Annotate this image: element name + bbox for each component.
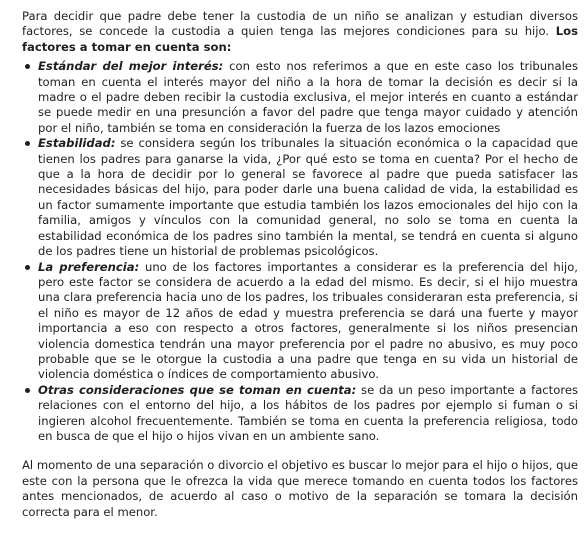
factor-best-interest bbox=[38, 59, 578, 136]
factor-description: se da un peso importante a factores relaciones con el entorno del hijo, a los hábitos de los padres por ejemplo si fuman o si ingieren alcohol frecuentemente. También se toma en cuenta la preferencia religiosa, todo en busca de que el hijo o hijos vivan en un ambiente sano. bbox=[38, 382, 579, 443]
factor-other-considerations bbox=[38, 383, 578, 445]
factor-description: con esto nos referimos a que en este caso los tribunales toman en cuenta el interés mayor del niño a la hora de tomar la decisión es decir si la madre o el padre deben recibir la custodia exclusiva, el mejor interés en cuanto a estándar se puede medir en una presunción a favor del padre que tenga mayor cuidado y atención por el niño, también se toma en consideración la fuerza de los lazos emociones bbox=[38, 59, 578, 135]
factor-term: Otras consideraciones que se toman en cuenta: bbox=[38, 382, 357, 397]
factor-stability bbox=[38, 136, 578, 259]
factors-list bbox=[22, 59, 578, 444]
factor-term: Estabilidad: bbox=[38, 136, 116, 151]
intro-text: Para decidir que padre debe tener la custodia de un niño se analizan y estudian diversos factores, se concede la custodia a quien tenga las mejores condiciones para su hijo. bbox=[22, 9, 578, 39]
factor-description: se considera según los tribunales la situación económica o la capacidad que tienen los padres para ganarse la vida, ¿Por qué esto se toma en cuenta? Por el hecho de que a la hora de decidir por lo general se favorece al padre que pueda satisfacer las necesidades básicas del hijo, para poder darle una buena calidad de vida, la estabilidad es un factor sumamente importante que estudia también los lazos emocionales del hijo con la familia, amigos y vínculos con la comunidad general, no solo se toma en cuenta la estabilidad económica de los padres sino también la mental, se tendrá en cuenta si alguno de los padres tiene un historial de problemas psicológicos. bbox=[38, 136, 578, 259]
conclusion-paragraph: Al momento de una separación o divorcio el objetivo es buscar lo mejor para el hijo o hijos, que este con la persona que le ofrezca la vida que merece tomando en cuenta todos los factores antes mencionados, de acuerdo al caso o motivo de la separación se tomara la decisión correcta para el menor. bbox=[22, 458, 578, 519]
intro-paragraph bbox=[22, 9, 578, 55]
factors-heading: Los factores a tomar en cuenta son: bbox=[22, 24, 578, 54]
factor-term: La preferencia: bbox=[38, 259, 140, 274]
factor-description: uno de los factores importantes a considerar es la preferencia del hijo, pero este factor se considera de acuerdo a la edad del mismo. Es decir, si el hijo muestra una clara preferencia hacia uno de los padres, los tribuales consideraran esta preferencia, si el niño es mayor de 12 años de edad y muestra preferencia se dará una fuerte y mayor importancia a eso con respecto a otros factores, generalmente si los niños presencian violencia domestica tendrán una mayor preferencia por el padre no abusivo, es muy poco probable que se le otorgue la custodia a una padre que tenga en su vida un historial de violencia doméstica o índices de comportamiento abusivo. bbox=[38, 259, 578, 382]
factor-preference bbox=[38, 260, 578, 383]
factor-term: Estándar del mejor interés: bbox=[38, 59, 224, 74]
